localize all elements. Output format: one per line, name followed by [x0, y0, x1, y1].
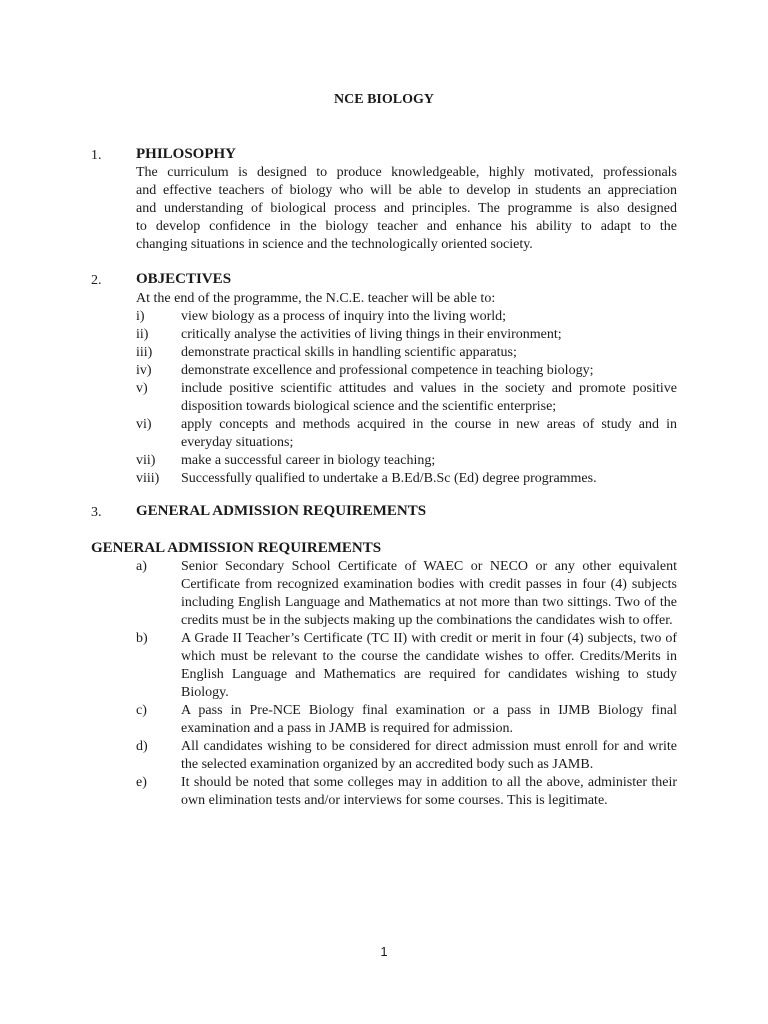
- admission-subheading: GENERAL ADMISSION REQUIREMENTS: [91, 540, 382, 556]
- list-marker: vi): [136, 417, 152, 432]
- list-text: Senior Secondary School Certificate of WAEC or NECO or any other equivalent Certificate from recognized examination bodies with credit passes in four (4) subjects including English Language and Mathematics at not more than two sittings. Two of the credits must be in the subjects making up the combinations the candidates wish to offer.: [181, 559, 677, 628]
- section-number-philosophy: 1.: [91, 148, 102, 163]
- list-item: [136, 326, 677, 344]
- objectives-intro: At the end of the programme, the N.C.E. teacher will be able to:: [136, 291, 496, 306]
- list-text: view biology as a process of inquiry into the living world;: [181, 309, 507, 324]
- philosophy-paragraph: [136, 164, 677, 254]
- page-number: 1: [380, 944, 388, 959]
- list-item: [136, 416, 677, 452]
- list-marker: iv): [136, 363, 152, 378]
- list-marker: vii): [136, 453, 156, 468]
- list-text: A pass in Pre-NCE Biology final examination or a pass in IJMB Biology final examination and a pass in JAMB is required for admission.: [181, 703, 677, 736]
- list-text: All candidates wishing to be considered for direct admission must enroll for and write the selected examination organized by an accredited body such as JAMB.: [181, 739, 677, 772]
- list-item: [136, 380, 677, 416]
- list-marker: d): [136, 739, 148, 754]
- section-heading-objectives: OBJECTIVES: [136, 271, 232, 287]
- list-item: [136, 702, 677, 738]
- section-heading-admission: GENERAL ADMISSION REQUIREMENTS: [136, 503, 427, 519]
- list-text: Successfully qualified to undertake a B.Ed/B.Sc (Ed) degree programmes.: [181, 471, 597, 486]
- list-marker: a): [136, 559, 147, 574]
- list-item: [136, 630, 677, 702]
- paragraph-line: changing situations in science and the technologically oriented society.: [136, 237, 533, 252]
- paragraph-line: to develop confidence in the biology teacher and enhance his ability to adapt to the: [136, 219, 677, 234]
- list-text: apply concepts and methods acquired in the course in new areas of study and in everyday situations;: [181, 417, 677, 450]
- admission-requirements-list: [136, 558, 677, 810]
- list-item: [136, 362, 677, 380]
- paragraph-line: and effective teachers of biology who will be able to develop in students an appreciation: [136, 183, 677, 198]
- section-number-admission: 3.: [91, 505, 102, 520]
- list-text: It should be noted that some colleges may in addition to all the above, administer their own elimination tests and/or interviews for some courses. This is legitimate.: [181, 775, 677, 808]
- list-item: [136, 452, 677, 470]
- list-marker: ii): [136, 327, 149, 342]
- list-marker: v): [136, 381, 148, 396]
- list-item: [136, 774, 677, 810]
- list-text: A Grade II Teacher’s Certificate (TC II) with credit or merit in four (4) subjects, two of which must be relevant to the course the candidate wishes to offer. Credits/Merits in English Language and Mathematics are required for candidates wishing to study Biology.: [181, 631, 677, 700]
- list-item: [136, 470, 677, 488]
- list-text: include positive scientific attitudes and values in the society and promote positive disposition towards biological science and the scientific enterprise;: [181, 381, 677, 414]
- section-heading-philosophy: PHILOSOPHY: [136, 146, 237, 162]
- list-text: critically analyse the activities of living things in their environment;: [181, 327, 562, 342]
- paragraph-line: and understanding of biological process and principles. The programme is also designed: [136, 201, 677, 216]
- list-marker: c): [136, 703, 147, 718]
- list-item: [136, 738, 677, 774]
- list-item: [136, 308, 677, 326]
- page-title: NCE BIOLOGY: [334, 92, 434, 107]
- list-text: demonstrate excellence and professional competence in teaching biology;: [181, 363, 594, 378]
- list-text: make a successful career in biology teaching;: [181, 453, 436, 468]
- list-marker: viii): [136, 471, 160, 486]
- list-marker: e): [136, 775, 147, 790]
- section-number-objectives: 2.: [91, 273, 102, 288]
- list-marker: b): [136, 631, 148, 646]
- paragraph-line: The curriculum is designed to produce knowledgeable, highly motivated, professionals: [136, 165, 677, 180]
- list-text: demonstrate practical skills in handling scientific apparatus;: [181, 345, 517, 360]
- list-marker: i): [136, 309, 145, 324]
- list-marker: iii): [136, 345, 153, 360]
- list-item: [136, 558, 677, 630]
- list-item: [136, 344, 677, 362]
- objectives-list: [136, 308, 677, 488]
